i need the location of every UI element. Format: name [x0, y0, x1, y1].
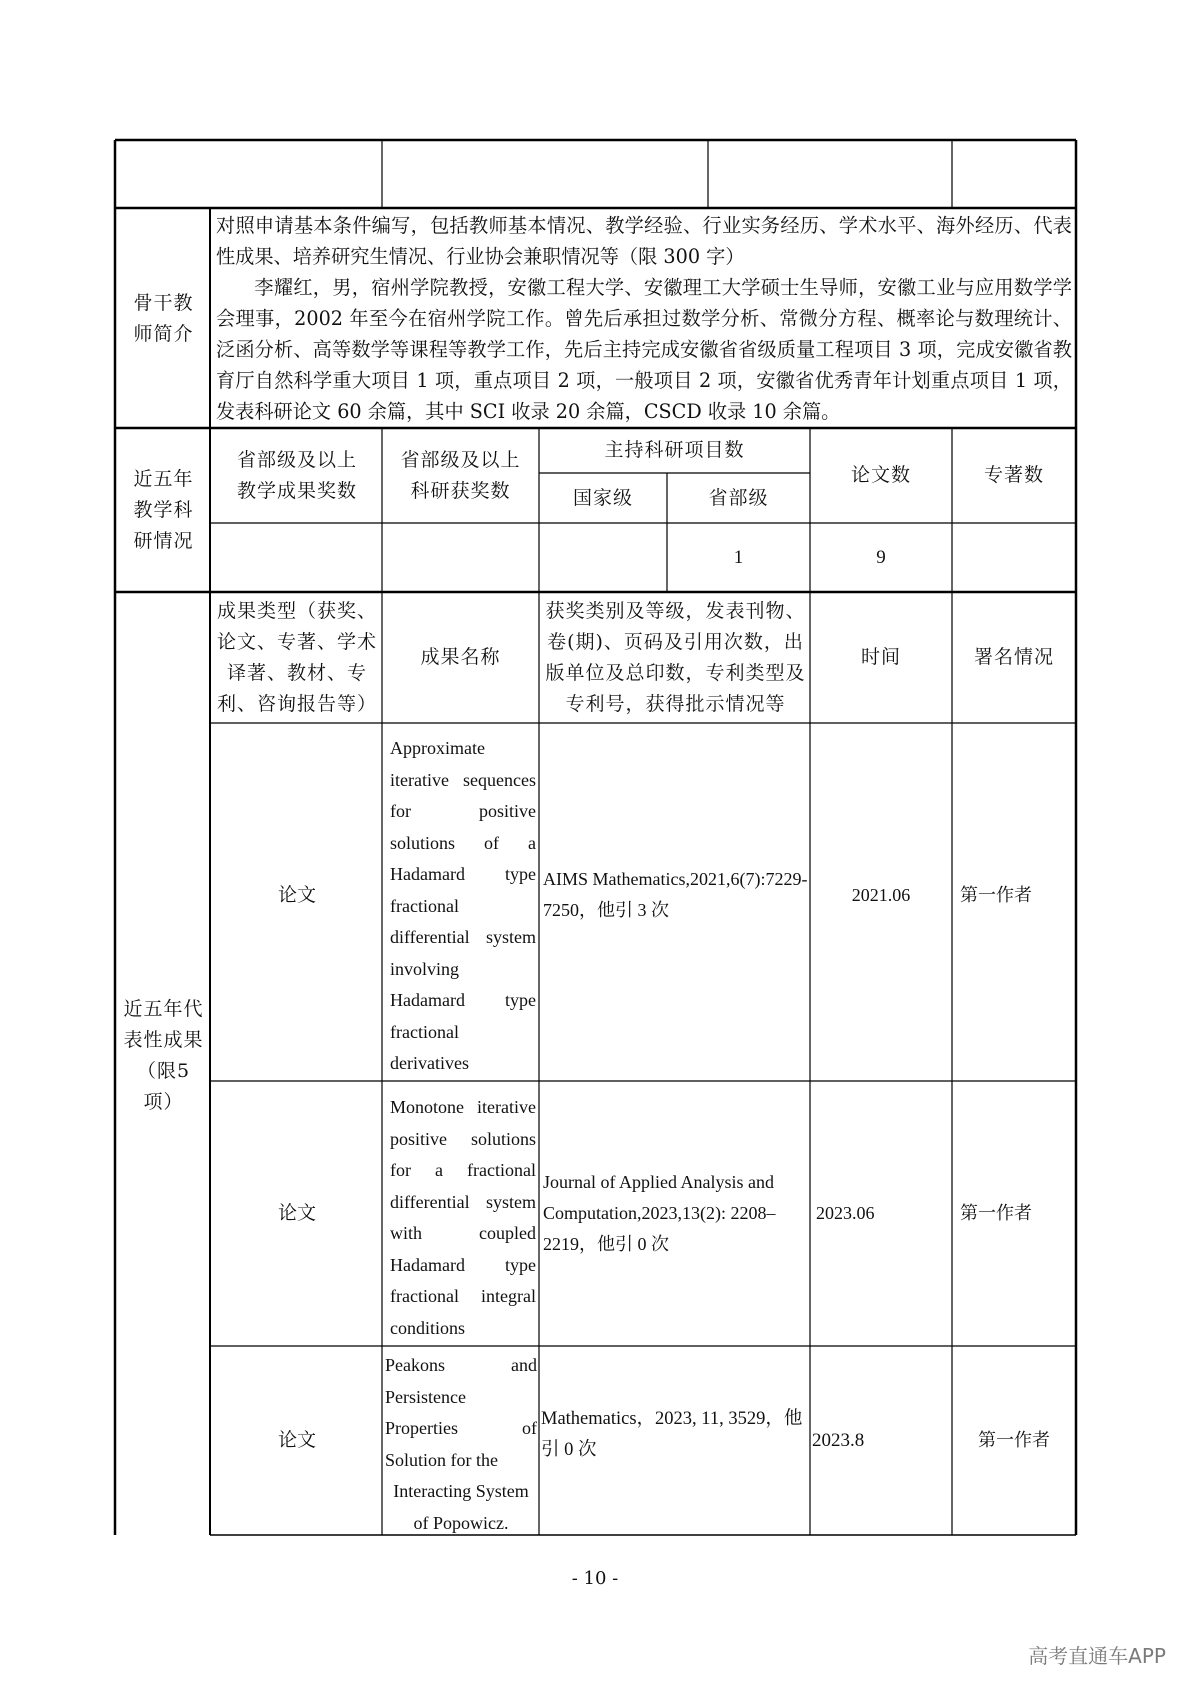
name-line: positive solutions [390, 1128, 536, 1149]
name-line: for a fractional [390, 1160, 536, 1180]
value-provincial [667, 523, 810, 592]
row1-name [390, 733, 536, 1078]
header-name-text: 成果名称 [420, 646, 501, 668]
name-line: of Popowicz. [413, 1512, 509, 1533]
name-line: for positive [390, 801, 536, 821]
name-line: Approximate [390, 738, 485, 758]
intro-label-text: 骨干教师简介 [133, 292, 194, 345]
page-number: - 10 - [571, 1568, 619, 1589]
intro-instruction: 对照申请基本条件编写，包括教师基本情况、教学经验、行业实务经历、学术水平、海外经历、代表性成果、培养研究生情况、行业协会兼职情况等（限 300 字） [216, 214, 1072, 268]
header-authorship [952, 592, 1076, 723]
name-line: differential system [390, 1191, 536, 1212]
name-line: involving [390, 958, 460, 979]
header-teaching-awards [212, 428, 382, 523]
header-time [810, 592, 952, 723]
name-line: Hadamard type [390, 1254, 536, 1275]
header-national [539, 473, 667, 523]
row2-type [212, 1081, 382, 1346]
name-line: Interacting System [393, 1481, 529, 1501]
header-national-text: 国家级 [572, 486, 633, 509]
row2-detail [543, 1081, 793, 1346]
name-line: fractional [390, 1021, 459, 1042]
header-time-text: 时间 [860, 646, 901, 668]
header-detail-text: 获奖类别及等级，发表刊物、卷(期)、页码及引用次数，出版单位及总印数，专利类型及专利号，获得批示情况等 [545, 600, 806, 715]
achievements-label [117, 997, 210, 1113]
row3-type [212, 1346, 382, 1535]
row2-time [816, 1081, 952, 1346]
intro-body: 李耀红，男，宿州学院教授，安徽工程大学、安徽理工大学硕士生导师，安徽工业与应用数学学会理事，2002 年至今在宿州学院工作。曾先后承担过数学分析、常微分方程、概率论与数理统计、泛函分析、高等数学等课程等教学工作，先后主持完成安徽省省级质量工程项目 3 项，完成安徽省教育厅自然科学重大项目 1 项，重点项目 2 项，一般项目 2 项，安徽省优秀青年计划重点项目 1 项，发表科研论文 60 余篇，其中 SCI 收录 20 余篇，CSCD 收录 10 余篇。 [216, 276, 1072, 423]
header-research-awards [382, 428, 539, 523]
header-papers-text: 论文数 [850, 464, 911, 486]
name-line: Persistence [385, 1386, 466, 1407]
intro-content [216, 210, 1072, 426]
row3-authorship-text: 第一作者 [978, 1430, 1050, 1451]
row3-detail-text: Mathematics，2023, 11, 3529，他引 0 次 [541, 1408, 803, 1460]
header-authorship-text: 署名情况 [973, 646, 1054, 668]
header-research-awards-text: 省部级及以上科研获奖数 [400, 448, 521, 502]
app-watermark: 高考直通车APP [1028, 1644, 1166, 1668]
row2-type-text: 论文 [277, 1202, 316, 1224]
row1-type [212, 723, 382, 1081]
value-provincial-text: 1 [733, 547, 744, 568]
row1-time [810, 723, 952, 1081]
name-line: Peakons and [385, 1355, 537, 1375]
row3-type-text: 论文 [277, 1429, 316, 1451]
value-research-awards [382, 523, 539, 592]
row3-time [812, 1346, 952, 1535]
row1-detail-text: AIMS Mathematics,2021,6(7):7229-7250，他引 3 次 [543, 869, 808, 920]
name-line: iterative sequences [390, 769, 536, 790]
name-line: solutions of a [390, 832, 536, 853]
name-line: fractional integral [390, 1286, 536, 1306]
row2-detail-text: Journal of Applied Analysis and Computation,2023,13(2): 2208–2219，他引 0 次 [543, 1172, 776, 1254]
row1-authorship-text: 第一作者 [960, 884, 1032, 906]
name-line: Hadamard type [390, 864, 536, 884]
header-projects-text: 主持科研项目数 [604, 439, 745, 461]
header-monographs [952, 428, 1076, 523]
intro-label [117, 288, 210, 350]
value-papers [810, 523, 952, 592]
header-name [382, 592, 539, 723]
value-papers-text: 9 [876, 547, 886, 568]
name-line: Properties of [385, 1418, 537, 1438]
row1-time-text: 2021.06 [851, 884, 911, 905]
header-type [214, 596, 380, 721]
name-line: with coupled [390, 1223, 536, 1243]
row2-authorship-text: 第一作者 [960, 1203, 1032, 1224]
row3-detail [541, 1346, 809, 1535]
row2-name [390, 1092, 536, 1344]
achievements-label-text: 近五年代表性成果（限5项） [123, 997, 204, 1113]
row1-type-text: 论文 [277, 883, 316, 906]
header-monographs-text: 专著数 [983, 464, 1044, 486]
name-line: Monotone iterative [390, 1097, 536, 1117]
header-type-text: 成果类型（获奖、论文、专著、学术译著、教材、专利、咨询报告等） [216, 600, 377, 715]
row2-authorship [960, 1081, 1076, 1346]
header-provincial [667, 473, 810, 523]
value-teaching-awards [212, 523, 382, 592]
row2-time-text: 2023.06 [816, 1203, 875, 1223]
name-line: differential system [390, 927, 536, 947]
value-national [539, 523, 667, 592]
value-monographs [952, 523, 1076, 592]
name-line: Solution for the [385, 1449, 498, 1470]
header-projects [539, 428, 810, 473]
name-line: Hadamard type [390, 990, 536, 1010]
row1-detail [543, 723, 808, 1081]
header-detail [543, 596, 808, 721]
name-line: fractional [390, 895, 459, 916]
row1-authorship [960, 723, 1076, 1081]
research-label-text: 近五年教学科研情况 [133, 468, 194, 552]
name-line: derivatives [390, 1053, 469, 1073]
research-label [117, 464, 210, 557]
header-papers [810, 428, 952, 523]
header-provincial-text: 省部级 [708, 486, 769, 509]
name-line: conditions [390, 1317, 465, 1338]
row3-time-text: 2023.8 [812, 1430, 865, 1451]
row3-authorship [952, 1346, 1076, 1535]
row3-name [385, 1350, 537, 1534]
header-teaching-awards-text: 省部级及以上教学成果奖数 [236, 448, 357, 502]
